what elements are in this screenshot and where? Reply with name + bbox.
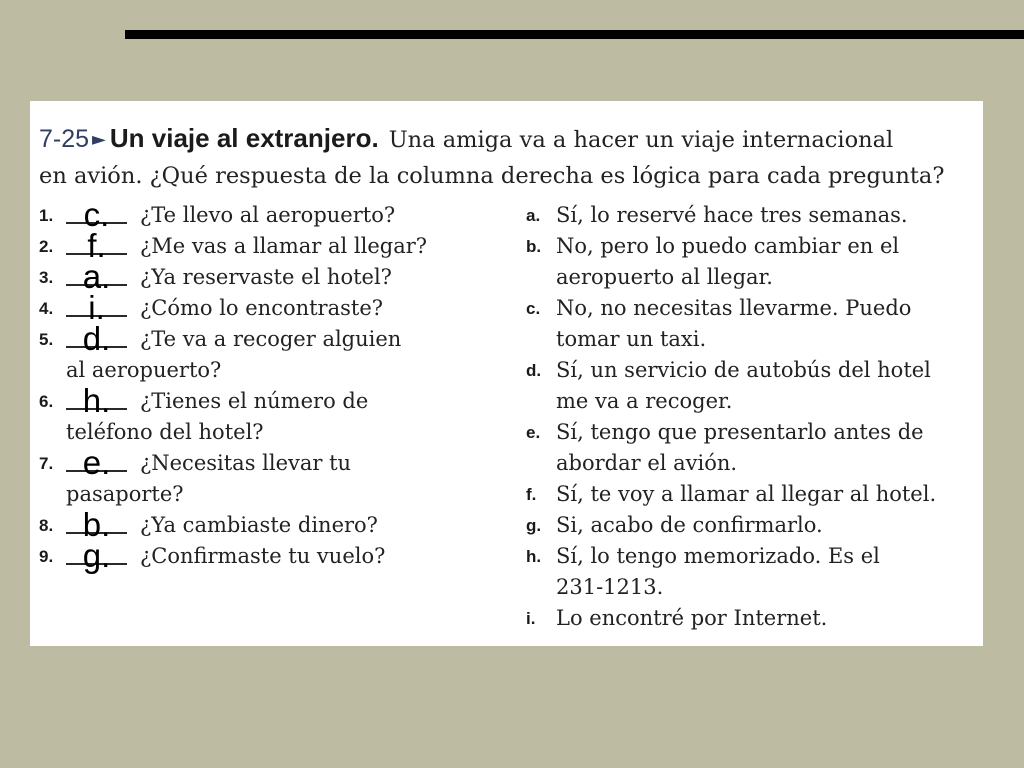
- response-text: Sí, lo tengo memorizado. Es el: [556, 544, 880, 568]
- response-row-continued: [526, 572, 966, 603]
- response-text: Sí, lo reservé hace tres semanas.: [556, 203, 908, 227]
- question-number: 1.: [39, 206, 54, 225]
- response-letter: a.: [526, 206, 541, 225]
- exercise-card: [30, 101, 983, 646]
- question-number: 9.: [39, 547, 54, 566]
- response-text: Sí, te voy a llamar al llegar al hotel.: [556, 482, 937, 506]
- response-row: [526, 479, 966, 510]
- question-text-continued: teléfono del hotel?: [66, 420, 264, 444]
- handwritten-answer: g.: [82, 537, 111, 574]
- instructions-line-2: en avión. ¿Qué respuesta de la columna derecha es lógica para cada pregunta?: [39, 163, 945, 189]
- question-number: 5.: [39, 330, 54, 349]
- response-row: [526, 355, 966, 386]
- handwritten-answer: a.: [82, 258, 111, 295]
- top-rule: [125, 30, 1024, 39]
- response-letter: i.: [526, 609, 536, 628]
- questions-column: [39, 196, 489, 574]
- play-arrow-icon: ►: [92, 129, 106, 150]
- question-number: 7.: [39, 454, 54, 473]
- handwritten-answer: c.: [83, 196, 110, 233]
- response-letter: b.: [526, 237, 542, 256]
- response-letter: d.: [526, 361, 542, 380]
- response-row-continued: [526, 448, 966, 479]
- question-text: ¿Me vas a llamar al llegar?: [140, 234, 428, 258]
- response-row: [526, 510, 966, 541]
- question-number: 6.: [39, 392, 54, 411]
- question-row: [39, 258, 489, 295]
- response-text: 231-1213.: [556, 575, 664, 599]
- question-row: [39, 382, 489, 419]
- response-text: Lo encontré por Internet.: [556, 606, 828, 630]
- response-letter: g.: [526, 516, 542, 535]
- handwritten-answer: d.: [82, 320, 111, 357]
- question-row: [39, 537, 489, 574]
- handwritten-answer: b.: [82, 506, 111, 543]
- response-text: Sí, tengo que presentarlo antes de: [556, 420, 924, 444]
- exercise-title: Un viaje al extranjero.: [109, 123, 379, 153]
- response-letter: e.: [526, 423, 541, 442]
- question-text-continued: pasaporte?: [66, 482, 184, 506]
- question-text: ¿Necesitas llevar tu: [140, 451, 352, 475]
- handwritten-answer: f.: [87, 227, 106, 264]
- exercise-header: [39, 121, 974, 193]
- handwritten-answer: i.: [88, 289, 105, 326]
- instructions-line-1: Una amiga va a hacer un viaje internacional: [388, 127, 894, 153]
- response-text: Sí, un servicio de autobús del hotel: [556, 358, 931, 382]
- handwritten-answer: h.: [82, 382, 111, 419]
- response-text: No, pero lo puedo cambiar en el: [556, 234, 900, 258]
- question-text-continued: al aeropuerto?: [66, 358, 222, 382]
- handwritten-answer: e.: [82, 444, 111, 481]
- question-text: ¿Confirmaste tu vuelo?: [140, 544, 386, 568]
- response-row: [526, 417, 966, 448]
- question-text: ¿Te va a recoger alguien: [140, 327, 402, 351]
- exercise-number: 7-25: [39, 125, 90, 153]
- question-text: ¿Te llevo al aeropuerto?: [140, 203, 396, 227]
- question-text: ¿Ya reservaste el hotel?: [140, 265, 392, 289]
- response-row: [526, 200, 966, 231]
- response-text: me va a recoger.: [556, 389, 733, 413]
- response-row: [526, 541, 966, 572]
- question-number: 3.: [39, 268, 54, 287]
- header-line-1: [39, 121, 974, 159]
- responses-column: [526, 200, 966, 634]
- question-text: ¿Ya cambiaste dinero?: [140, 513, 378, 537]
- response-row: [526, 293, 966, 324]
- question-number: 2.: [39, 237, 54, 256]
- response-letter: f.: [526, 485, 537, 504]
- response-row: [526, 231, 966, 262]
- question-number: 8.: [39, 516, 54, 535]
- response-text: abordar el avión.: [556, 451, 738, 475]
- response-text: Si, acabo de confirmarlo.: [556, 513, 823, 537]
- question-number: 4.: [39, 299, 54, 318]
- response-text: aeropuerto al llegar.: [556, 265, 773, 289]
- question-text: ¿Tienes el número de: [140, 389, 369, 413]
- response-letter: h.: [526, 547, 542, 566]
- response-row-continued: [526, 324, 966, 355]
- response-row-continued: [526, 386, 966, 417]
- response-row-continued: [526, 262, 966, 293]
- question-row: [39, 196, 489, 233]
- response-row: [526, 603, 966, 634]
- response-text: tomar un taxi.: [556, 327, 707, 351]
- question-text: ¿Cómo lo encontraste?: [140, 296, 384, 320]
- question-row: [39, 320, 489, 357]
- response-text: No, no necesitas llevarme. Puedo: [556, 296, 912, 320]
- response-letter: c.: [526, 299, 541, 318]
- question-row: [39, 444, 489, 481]
